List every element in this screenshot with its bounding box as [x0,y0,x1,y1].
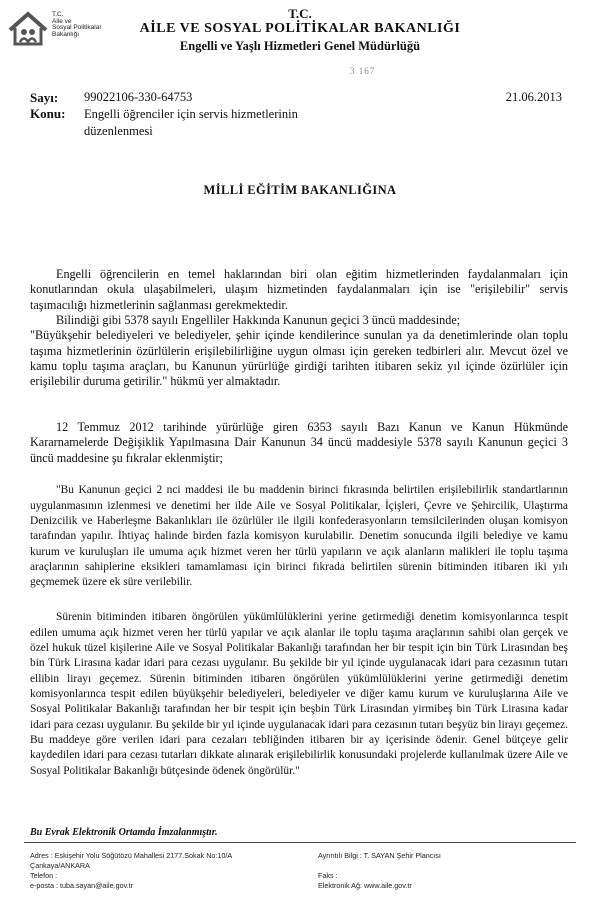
footer-divider [24,842,576,843]
paragraph-text: Engelli öğrencilerin en temel haklarından biri olan eğitim hizmetlerinden faydalanmaları için konutlarından okula ulaşabilmeleri, ulaşım hizmetinden faydalanmaları için ise "erişilebilir" servis taşımacılığı hizmetlerinin sağlanması gerekmektedir. [30,267,568,312]
logo-line-3: Sosyal Politikalar [52,24,102,31]
paragraph-text: 12 Temmuz 2012 tarihinde yürürlüğe giren 6353 sayılı Bazı Kanun ve Kanun Hükmünde Kararnamelerde Değişiklik Yapılmasına Dair Kanunun 34 üncü maddesiyle 5378 sayılı Kanunun geçici 3 üncü maddesine şu fıkralar eklenmiştir; [30,420,568,465]
footer-contact-left [30,851,232,891]
konu-label: Konu: [30,106,66,121]
logo-line-4: Bakanlığı [52,30,80,38]
logo-line-2: Aile ve [52,17,72,25]
header-tc: T.C. [288,6,312,21]
recipient: MİLLİ EĞİTİM BAKANLIĞINA [203,183,397,197]
quote-text: "Bu Kanunun geçici 2 nci maddesi ile bu maddenin birinci fıkrasında belirtilen erişilebilirlik standartlarının uygulanmasının izlenmesi ve denetimi her ilde Aile ve Sosyal Politikalar, İçişleri, Çevre ve Şehircilik, Ulaştırma Denizcilik ve Haberleşme Bakanlıkları ile özürlüler ile ilgili konfederasyonların temsilcilerinden oluşan komisyon tarafından yapılır. İhtiyaç halinde birden fazla komisyon kurulabilir. Denetim sonucunda ilgili belediye ve kamu kurum ve kuruluşları ile umuma açık hizmet veren her türlü yapıların ve açık alanların malikleri ile toplu taşıma araçlarının sahiplerine eksikleri tamamlaması için birinci fıkrada belirtilen sürenin bitiminden itibaren iki yılı geçmemek üzere ek süre verilebilir. [30,484,568,589]
footer-address: Adres : Eskişehir Yolu Söğütözü Mahallesi 2177.Sokak No:10/A [30,851,233,860]
law-quote-1 [30,472,568,602]
footer-web[interactable]: Elektronik Ağ: www.aile.gov.tr [318,881,412,890]
paragraph-lead: Bilindiği gibi 5378 sayılı Engelliler Hakkında Kanunun geçici 3 üncü maddesinde; [56,313,461,327]
footer-city: Çankaya/ANKARA [30,861,90,870]
footer-contact-right [318,851,441,891]
body-paragraph-3 [30,420,568,466]
konu-value: Engelli öğrenciler için servis hizmetlerinin düzenlenmesi [84,107,298,138]
footer-info: Ayrıntılı Bilgi : T. SAYAN Şehir Plancısı [318,851,441,860]
quote-text: Sürenin bitiminden itibaren öngörülen yükümlülüklerini yerine getirmediği denetim komisyonlarınca tespit edilen umuma açık hizmet veren her türlü yapılar ve açık alanlar ile toplu taşıma araçlarının sahibi olan gerçek ve özel hukuk tüzel kişilerine Aile ve Sosyal Politikalar Bakanlığı tarafından her bir tespit için bin Türk Lirasından beş bin Türk Lirasına kadar idari para cezası uygulanır. Bu şekilde bir yıl içinde uygulanacak idari para cezasının tutarı ellibin lirayı geçemez. Sürenin bitiminden itibaren öngörülen yükümlülüklerini yerine getirmediği denetim komisyonlarınca tespit edilen büyükşehir belediyeleri, belediyeler ve diğer kamu kurum ve kuruluşlarına Aile ve Sosyal Politikalar Bakanlığı tarafından her bir tespit için beşbin Türk Lirasından yirmibeş bin Türk Lirasına kadar idari para cezası uygulanır. Bu şekilde bir yıl içinde uygulanacak idari para cezasının tutarı beşyüz bin lirayı geçemez. Bu maddeye göre verilen idari para cezaları tebliğinden itibaren bir ay içerisinde ödenir. Genel bütçeye gelir kaydedilen idari para cezası tutarları dikkate alınarak erişilebilirlik konusundaki projelerde kullanılmak üzere Aile ve Sosyal Politikalar Bakanlığı bütçesinde ödenek öngörülür." [30,611,568,777]
law-quote-2 [30,599,568,791]
footer-email[interactable]: e-posta : tuba.sayan@aile.gov.tr [30,881,134,890]
footer-fax: Faks : [318,871,338,880]
body-paragraph-1 [30,267,568,313]
paragraph-quote: "Büyükşehir belediyeleri ve belediyeler, şehir içinde kendilerince sunulan ya da denetimlerinde olan toplu taşıma hizmetlerinin özürlülerin erişilebilirliğine uygun olması için gereken tedbirleri alır. Mevcut özel ve kamu toplu taşıma araçları, bu Kanunun yürürlüğe girdiği tarihten itibaren sekiz yıl içinde özürlüler için erişilebilir duruma getirilir." hükmü yer almaktadır. [30,328,568,389]
body-paragraph-2 [30,313,568,389]
sayi-label: Sayı: [30,90,59,105]
sayi-value: 99022106-330-64753 [84,90,193,104]
header-directorate: Engelli ve Yaşlı Hizmetleri Genel Müdürlüğü [179,39,421,53]
e-signature-note: Bu Evrak Elektronik Ortamda İmzalanmıştır. [30,827,218,838]
header-ministry: AİLE VE SOSYAL POLİTİKALAR BAKANLIĞI [139,21,461,36]
handwritten-mark: 3 167 [350,66,376,76]
footer-phone: Telefon : [30,871,58,880]
logo-line-1: T.C. [52,11,64,18]
document-date: 21.06.2013 [505,90,562,104]
